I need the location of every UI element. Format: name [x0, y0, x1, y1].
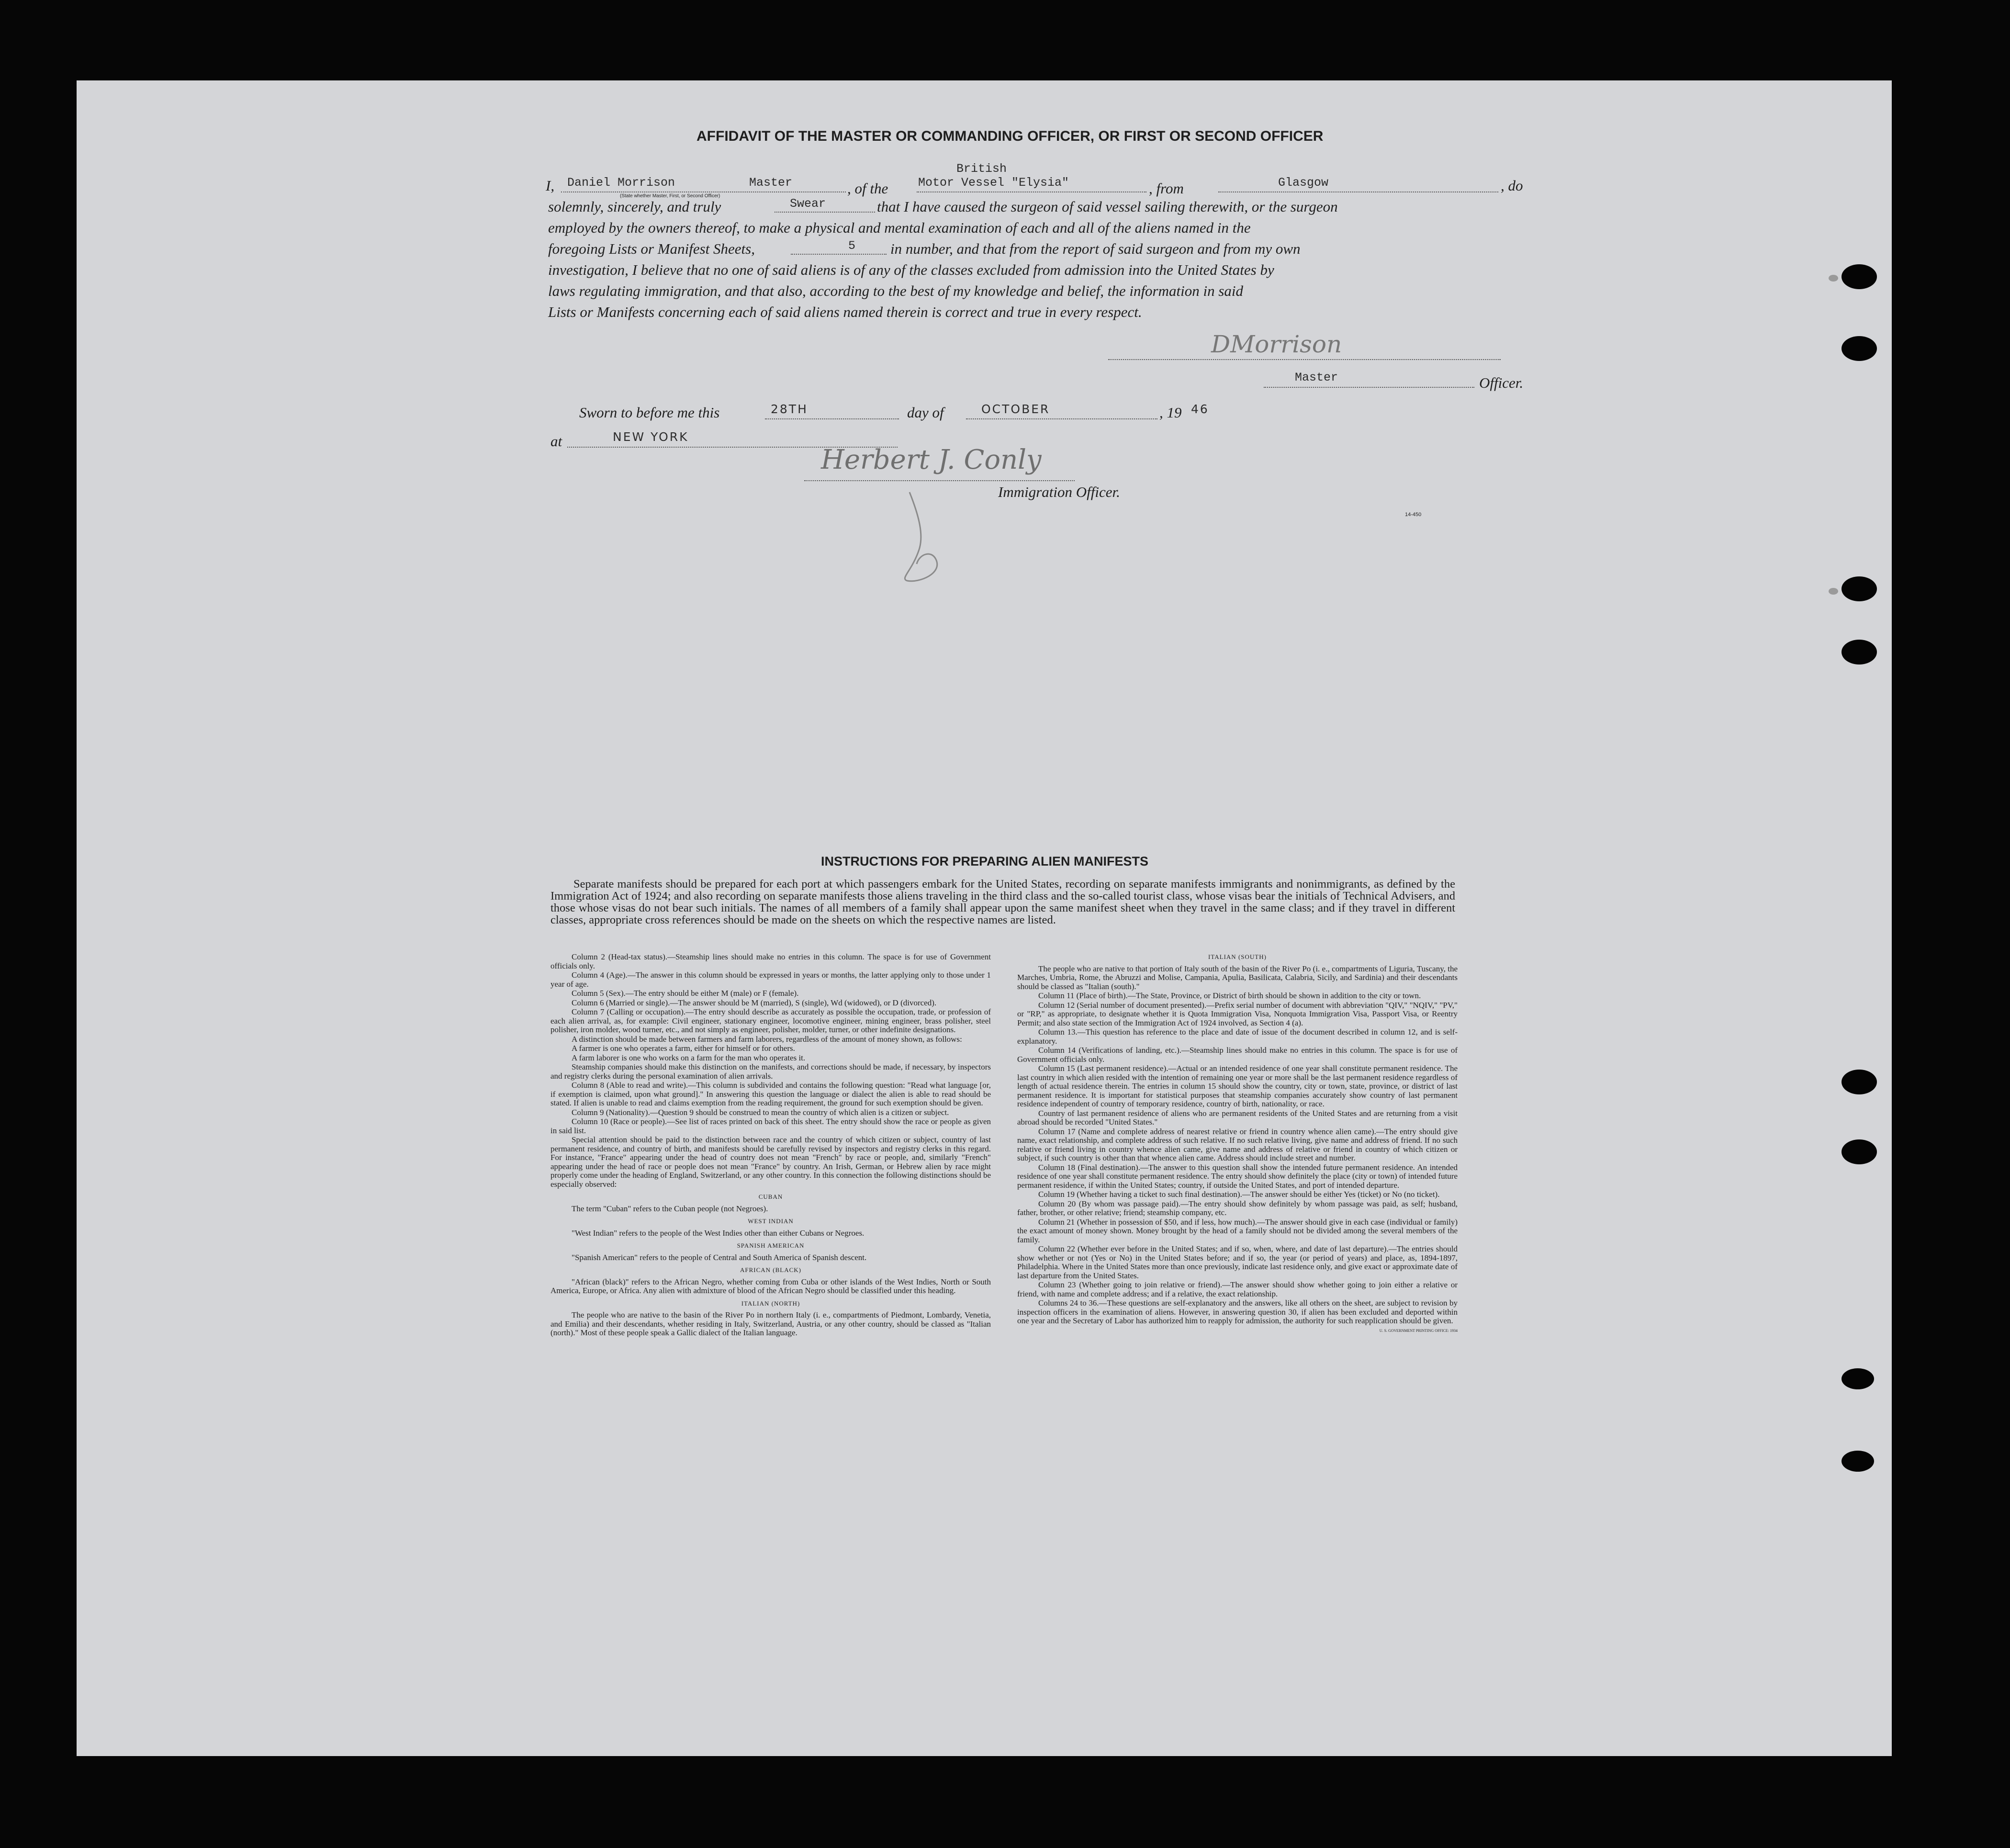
form-number: 14-450 [1405, 512, 1422, 518]
vessel-nationality: British [956, 162, 1007, 176]
at-label: at [550, 433, 562, 450]
right-paragraph: Column 21 (Whether in possession of $50, and if less, how much).—The answer should give in each case (individual or family) the exact amount of money shown. Money brought by the head of a family should not be divided among the several members of the family. [1017, 1217, 1458, 1244]
left-paragraph: Column 8 (Able to read and write).—This column is subdivided and contains the following question: "Read what language [or, if exemption is claimed, upon what ground]." In answering this question the language or dialect the alien is able to read should be stated. If alien is unable to read and claims exemption from the reading requirement, the ground for such exemption should be given. [550, 1081, 991, 1107]
left-paragraph: Column 6 (Married or single).—The answer should be M (married), S (single), Wd (widowed), or D (divorced). [572, 998, 937, 1007]
affidavit-line4-tail: in number, and that from the report of said surgeon and from my own [890, 240, 1301, 257]
right-paragraph: Column 19 (Whether having a ticket to such final destination).—The answer should be either Yes (ticket) or No (no ticket). [1038, 1190, 1440, 1199]
master-rank: Master [749, 176, 793, 190]
sworn-month: OCTOBER [981, 402, 1050, 416]
rank-hint: (State whether Master, First, or Second Officer) [620, 193, 720, 199]
affidavit-prefix: I, [546, 177, 555, 194]
left-paragraph: A farm laborer is one who works on a farm for the man who operates it. [572, 1053, 806, 1062]
scan-mark [1829, 275, 1838, 282]
punch-hole [1842, 1139, 1877, 1164]
signature-underline [1108, 359, 1501, 360]
vessel-name: Motor Vessel "Elysia" [918, 176, 1069, 190]
affidavit-line5: investigation, I believe that no one of said aliens is of any of the classes excluded from admission into the United States by [548, 261, 1274, 278]
punch-hole [1842, 1368, 1874, 1389]
scan-mark [1829, 588, 1838, 595]
of-the-label: , of the [847, 180, 888, 197]
section-text-african: "African (black)" refers to the African Negro, whether coming from Cuba or other islands of the West Indies, North or South America, Europe, or Africa. Any alien with admixture of blood of the African Negro should be classified under this heading. [550, 1277, 991, 1295]
master-signature: DMorrison [1211, 330, 1342, 358]
affidavit-line2-lead: solemnly, sincerely, and truly [548, 198, 721, 215]
officer-rank: Master [1295, 371, 1338, 384]
section-heading-west-indian: WEST INDIAN [748, 1217, 794, 1225]
month-underline [966, 418, 1157, 419]
affidavit-line6: laws regulating immigration, and that also, according to the best of my knowledge and belief, the information in said [548, 282, 1244, 299]
instructions-left-column [550, 953, 991, 1338]
left-paragraph: Column 9 (Nationality).—Question 9 should be construed to mean the country of which alien is a citizen or subject. [572, 1107, 949, 1117]
left-paragraph: Column 5 (Sex).—The entry should be either M (male) or F (female). [572, 989, 799, 998]
section-heading-italian-south: ITALIAN (SOUTH) [1208, 953, 1267, 960]
affidavit-line7: Lists or Manifests concerning each of said aliens named therein is correct and true in every respect. [548, 304, 1142, 320]
affidavit-line3: employed by the owners thereof, to make a physical and mental examination of each and all of the aliens named in the [548, 219, 1251, 236]
immigration-officer-signature: Herbert J. Conly [821, 444, 1042, 475]
right-paragraph: Column 20 (By whom was passage paid).—The entry should show definitely by whom passage was paid, as self; husband, father, brother, or other relative; friend; steamship company, etc. [1017, 1199, 1458, 1217]
document-page [77, 80, 1892, 1756]
right-paragraph: Column 11 (Place of birth).—The State, Province, or District of birth should be shown in addition to the city or town. [1038, 991, 1421, 1000]
section-text-spanish-american: "Spanish American" refers to the people of Central and South America of Spanish descent. [572, 1252, 867, 1262]
sworn-year: 46 [1191, 402, 1209, 416]
left-paragraph: A distinction should be made between farmers and farm laborers, regardless of the amount of money shown, as follows: [572, 1034, 962, 1044]
left-paragraph: Column 2 (Head-tax status).—Steamship lines should make no entries in this column. The space is for use of Government officials only. [550, 952, 991, 970]
left-paragraph: A farmer is one who operates a farm, either for himself or for others. [572, 1044, 795, 1053]
section-text-italian-north: The people who are native to the basin of the River Po in northern Italy (i. e., compartments of Piedmont, Lombardy, Venetia, and Emilia) and their descendants, whether residing in Italy, Switzerland, Austria, or any other country, should be classed as "Italian (north)." Most of these people speak a Gallic dialect of the Italian language. [550, 1310, 991, 1337]
instructions-right-column [1017, 953, 1458, 1336]
left-paragraph: Steamship companies should make this distinction on the manifests, and corrections should be made, if necessary, by inspectors and registry clerks during the personal examination of alien arrivals. [550, 1062, 991, 1081]
right-paragraph: Column 14 (Verifications of landing, etc.).—Steamship lines should make no entries in this column. The space is for use of Government officials only. [1017, 1046, 1458, 1064]
signature-flourish [890, 487, 972, 583]
section-heading-african: AFRICAN (BLACK) [740, 1266, 802, 1273]
immigration-officer-label: Immigration Officer. [998, 484, 1120, 500]
right-paragraph: Column 17 (Name and complete address of nearest relative or friend in country whence alien came).—The entry should give name, exact relationship, and complete address of such relative. If no such relative living, give name and address of friend. If no such relative or friend living in country whence alien came, give name and address of relative or friend in country of which citizen or subject, if such country is other than that whence alien came. Address should include street and number. [1017, 1127, 1458, 1162]
right-paragraph: Column 12 (Serial number of document presented).—Prefix serial number of document with abbreviation "QIV," "NQIV," "PV," or "RP," as appropriate, to designate whether it is Quota Immigration Visa, Nonquota Immigration Visa, Passport Visa, or Reentry Permit; and also state section of the Immigration Act of 1924 involved, as Section 4 (a). [1017, 1000, 1458, 1027]
oath-underline [775, 212, 875, 213]
departure-port: Glasgow [1278, 176, 1329, 190]
left-paragraph: Special attention should be paid to the distinction between race and the country of which citizen or subject, country of last permanent residence, and country of birth, and manifests should be carefully revised by inspectors and registry clerks in this regard. For instance, "France" appearing under the head of country does not mean "French" by race or people, and, similarly "French" appearing under the head of race or people does not mean "France" by country. An Irish, German, or Hebrew alien by race might properly come under the heading of England, Switzerland, or any other country. In this connection the following distinctions should be especially observed: [550, 1135, 991, 1189]
punch-hole [1842, 264, 1877, 289]
from-label: , from [1149, 180, 1184, 197]
right-paragraph: Column 22 (Whether ever before in the United States; and if so, when, where, and date of last departure).—The entries should show whether or not (Yes or No) in the United States before; and if so, the year (or period of years) and place, as, 1894-1897, Philadelphia. Where in the United States more than once previously, indicate last residence only, and give exact or approximate date of last departure from the United States. [1017, 1244, 1458, 1280]
officer-rank-underline [1264, 387, 1474, 388]
printer-imprint: U. S. GOVERNMENT PRINTING OFFICE: 1934 [1379, 1328, 1458, 1333]
day-underline [765, 418, 899, 419]
sheet-count: 5 [848, 239, 856, 253]
oath-word: Swear [790, 197, 826, 211]
right-paragraph: Column 18 (Final destination).—The answer to this question shall show the intended future permanent residence. An intended residence of one year shall constitute permanent residence. The entry should show definitely the place (city or town) of intended future permanent residence, if within the United States; country, if outside the United States, and port of intended departure. [1017, 1162, 1458, 1190]
instructions-intro: Separate manifests should be prepared for each port at which passengers embark for the United States, recording on separate manifests immigrants and nonimmigrants, as defined by the Immigration Act of 1924; and also recording on separate manifests those aliens traveling in the third class and the so-called tourist class, whose visas bear the initials of Technical Advisers, and those whose visas do not bear such initials. The names of all members of a family shall appear upon the same manifest sheet when they travel in the same class; and if they travel in different classes, appropriate cross references should be made on the sheets on which the respective names are listed. [550, 878, 1455, 926]
master-name: Daniel Morrison [567, 176, 675, 190]
right-paragraph: Columns 24 to 36.—These questions are self-explanatory and the answers, like all others on the sheet, are subject to revision by inspection officers in the examination of aliens. However, in answering question 30, if alien has been excluded and deported within one year and the Secretary of Labor has authorized him to reapply for admission, the authority for such reapplication should be given. [1017, 1298, 1458, 1325]
right-paragraph: Column 15 (Last permanent residence).—Actual or an intended residence of one year shall constitute permanent residence. The last country in which alien resided with the intention of remaining one year or more shall be the last permanent residence regardless of length of actual residence therein. The entries in column 15 should show the country, city or town, state, province, or district of last permanent residence. It is important for statistical purposes that steamship companies accurately show country of last permanent residence independent of country of temporary residence, country of birth, nationality, or race. [1017, 1064, 1458, 1108]
affidavit-line2-tail: that I have caused the surgeon of said vessel sailing therewith, or the surgeon [877, 198, 1338, 215]
sworn-place: NEW YORK [613, 430, 689, 444]
section-heading-italian-north: ITALIAN (NORTH) [741, 1299, 800, 1307]
punch-hole [1842, 640, 1877, 665]
year-prefix: , 19 [1159, 404, 1182, 421]
affidavit-title: AFFIDAVIT OF THE MASTER OR COMMANDING OFFICER, OR FIRST OR SECOND OFFICER [696, 128, 1324, 144]
left-paragraph: Column 10 (Race or people).—See list of races printed on back of this sheet. The entry should show the race or people as given in said list. [550, 1117, 991, 1135]
officer-label: Officer. [1479, 374, 1524, 391]
affidavit-line4-lead: foregoing Lists or Manifest Sheets, [548, 240, 755, 257]
sheets-underline [791, 254, 887, 255]
section-heading-cuban: CUBAN [758, 1193, 783, 1200]
section-heading-spanish-american: SPANISH AMERICAN [737, 1242, 805, 1249]
sworn-day: 28TH [771, 402, 808, 416]
do-label: , do [1501, 177, 1523, 194]
right-paragraph: The people who are native to that portion of Italy south of the basin of the River Po (i. e., compartments of Liguria, Tuscany, the Marches, Umbria, Rome, the Abruzzi and Molise, Campania, Apulia, Basilicata, Calabria, Sicily, and Sardinia) and their descendants should be classed as "Italian (south)." [1017, 964, 1458, 991]
instructions-title: INSTRUCTIONS FOR PREPARING ALIEN MANIFESTS [821, 854, 1149, 868]
punch-hole [1842, 1070, 1877, 1094]
section-text-west-indian: "West Indian" refers to the people of the West Indies other than either Cubans or Negroes. [572, 1228, 865, 1238]
day-of-label: day of [907, 404, 944, 421]
punch-hole [1842, 1451, 1874, 1472]
right-paragraph: Country of last permanent residence of aliens who are permanent residents of the United States and are returning from a visit abroad should be recorded "United States." [1017, 1108, 1458, 1127]
section-text-cuban: The term "Cuban" refers to the Cuban people (not Negroes). [572, 1204, 768, 1213]
immigration-officer-underline [804, 480, 1075, 481]
left-paragraph: Column 7 (Calling or occupation).—The entry should describe as accurately as possible the occupation, trade, or profession of each alien arrival, as, for example: Civil engineer, stationary engineer, locomotive engineer, mining engineer, brass polisher, steel polisher, iron molder, wood turner, etc., and not simply as engineer, polisher, molder, turner, or other indefinite designations. [550, 1007, 991, 1034]
punch-hole [1842, 336, 1877, 361]
right-paragraph: Column 13.—This question has reference to the place and date of issue of the document described in column 12, and is self-explanatory. [1017, 1027, 1458, 1046]
punch-hole [1842, 576, 1877, 601]
left-paragraph: Column 4 (Age).—The answer in this column should be expressed in years or months, the latter applying only to those under 1 year of age. [550, 970, 991, 989]
sworn-lead: Sworn to before me this [579, 404, 720, 421]
right-paragraph: Column 23 (Whether going to join relative or friend).—The answer should show whether going to join either a relative or friend, with name and complete address; and if a relative, the exact relationship. [1017, 1280, 1458, 1298]
